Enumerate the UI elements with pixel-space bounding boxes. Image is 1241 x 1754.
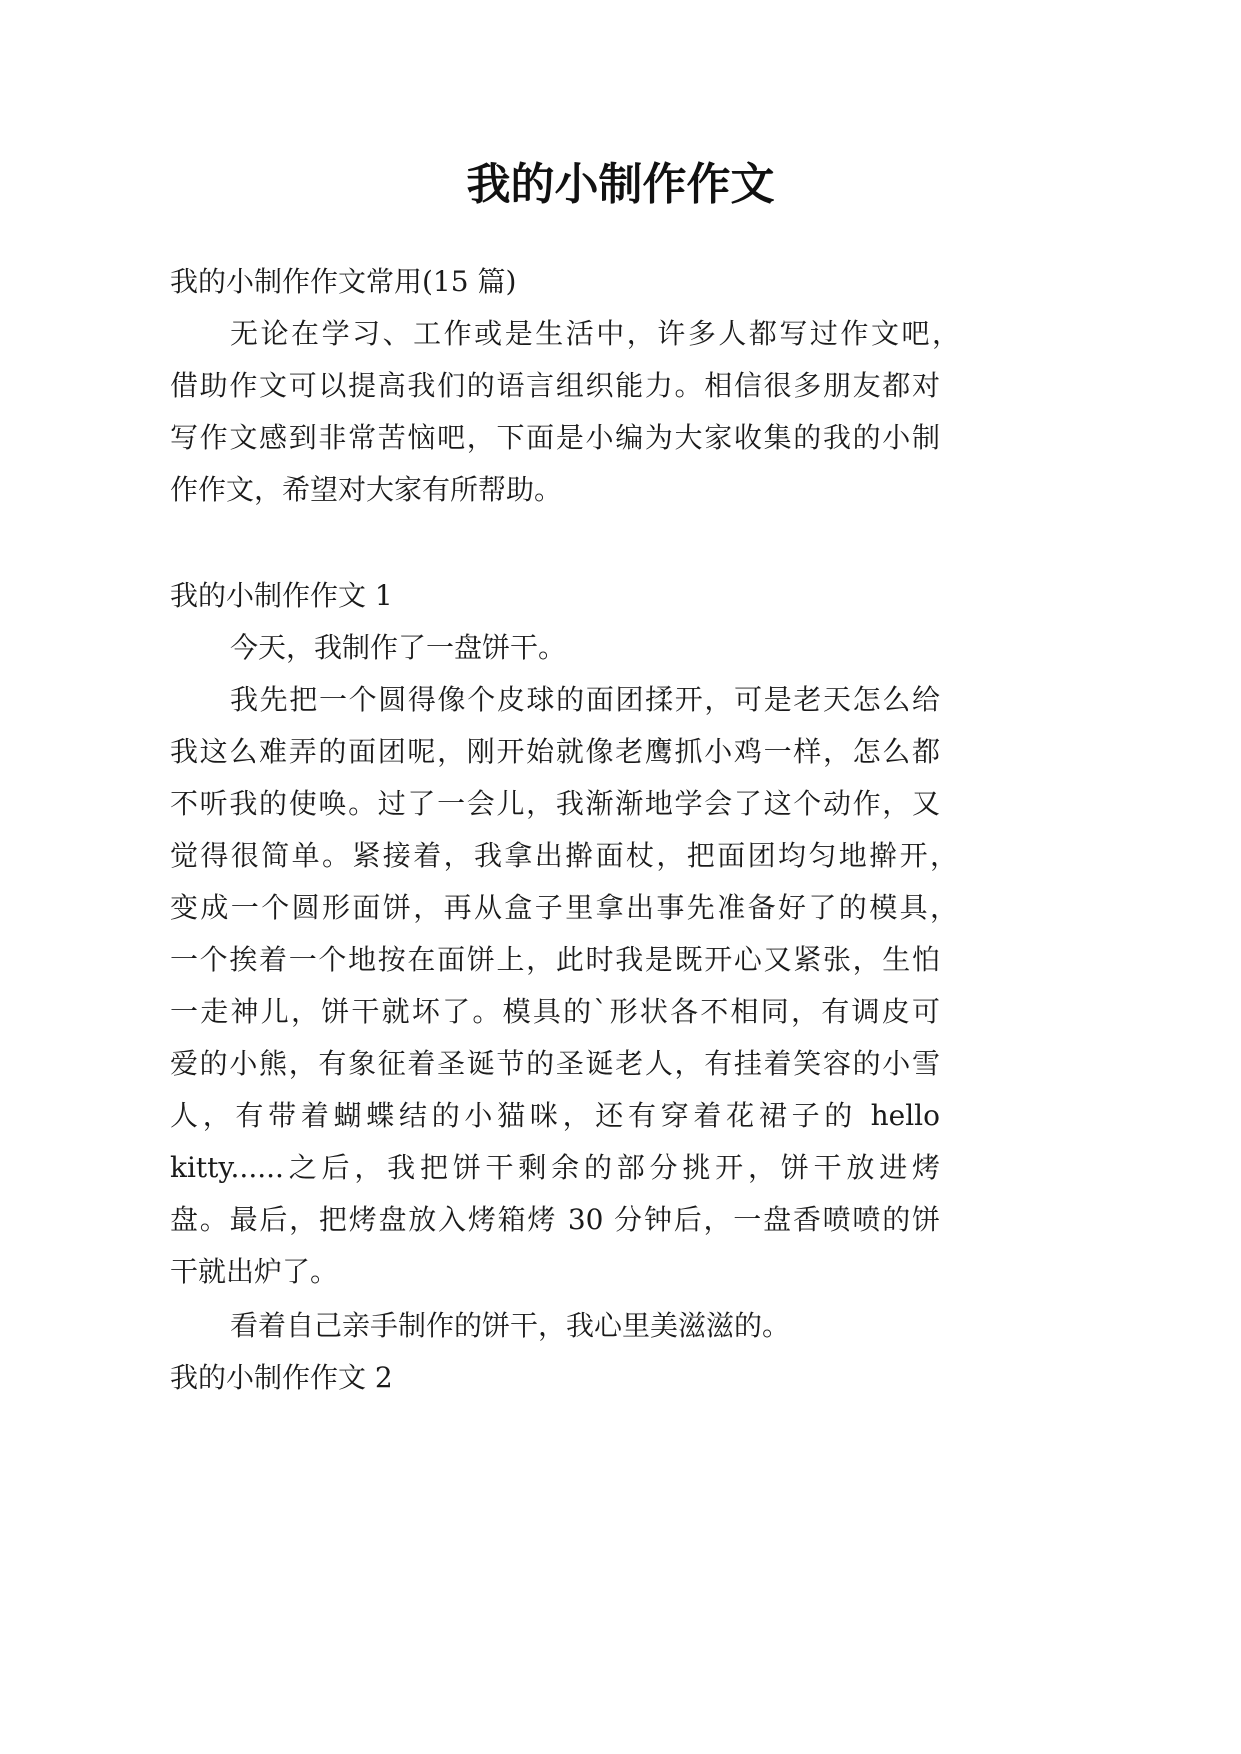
document-subtitle: 我的小制作作文常用(15 篇) xyxy=(170,265,517,298)
text-line: 我先把一个圆得像个皮球的面团揉开，可是老天怎么给 xyxy=(230,683,940,716)
paragraph-line: 今天，我制作了一盘饼干。 xyxy=(230,631,567,664)
text-line: 干就出炉了。 xyxy=(170,1255,339,1288)
text-line: kitty......之后，我把饼干剩余的部分挑开，饼干放进烤 xyxy=(170,1151,940,1184)
text-line: 觉得很简单。紧接着，我拿出擀面杖，把面团均匀地擀开， xyxy=(170,839,958,872)
text-line: 作作文，希望对大家有所帮助。 xyxy=(170,473,563,506)
text-line: 人，有带着蝴蝶结的小猫咪，还有穿着花裙子的 hello xyxy=(170,1099,940,1132)
text-line: 我这么难弄的面团呢，刚开始就像老鹰抓小鸡一样，怎么都 xyxy=(170,735,940,768)
section-heading: 我的小制作作文 2 xyxy=(170,1361,393,1394)
text-line: 变成一个圆形面饼，再从盒子里拿出事先准备好了的模具， xyxy=(170,891,958,924)
text-line: 无论在学习、工作或是生活中，许多人都写过作文吧， xyxy=(230,317,960,350)
text-line: 不听我的使唤。过了一会儿，我渐渐地学会了这个动作，又 xyxy=(170,787,940,820)
paragraph-line: 看着自己亲手制作的饼干，我心里美滋滋的。 xyxy=(230,1309,791,1342)
text-line: 写作文感到非常苦恼吧，下面是小编为大家收集的我的小制 xyxy=(170,421,940,454)
document-title: 我的小制作作文 xyxy=(466,159,775,210)
section-heading: 我的小制作作文 1 xyxy=(170,579,393,612)
text-line: 爱的小熊，有象征着圣诞节的圣诞老人，有挂着笑容的小雪 xyxy=(170,1047,940,1080)
text-line: 一走神儿，饼干就坏了。模具的`形状各不相同，有调皮可 xyxy=(170,995,940,1028)
text-line: 借助作文可以提高我们的语言组织能力。相信很多朋友都对 xyxy=(170,369,940,402)
text-line: 一个挨着一个地按在面饼上，此时我是既开心又紧张，生怕 xyxy=(170,943,940,976)
text-line: 盘。最后，把烤盘放入烤箱烤 30 分钟后，一盘香喷喷的饼 xyxy=(170,1203,940,1236)
